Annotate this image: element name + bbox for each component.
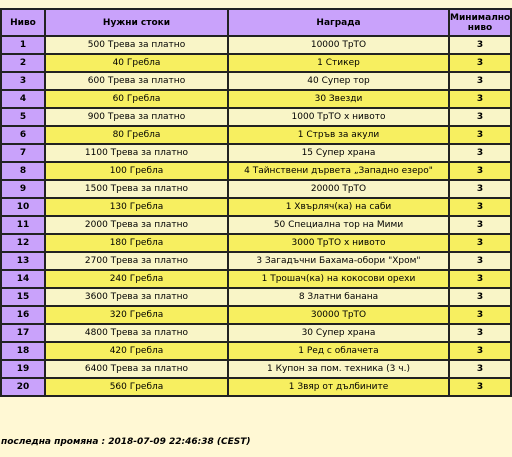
cell-min-level: 3 bbox=[449, 324, 511, 342]
cell-needed: 2000 Трева за платно bbox=[45, 216, 228, 234]
cell-reward: 1 Стръв за акули bbox=[228, 126, 449, 144]
cell-needed: 2700 Трева за платно bbox=[45, 252, 228, 270]
cell-min-level: 3 bbox=[449, 54, 511, 72]
cell-level: 10 bbox=[1, 198, 45, 216]
cell-reward: 1 Купон за пом. техника (3 ч.) bbox=[228, 360, 449, 378]
cell-needed: 60 Гребла bbox=[45, 90, 228, 108]
table-row bbox=[1, 270, 511, 288]
cell-level: 4 bbox=[1, 90, 45, 108]
cell-reward: 30 Супер храна bbox=[228, 324, 449, 342]
cell-min-level: 3 bbox=[449, 342, 511, 360]
cell-min-level: 3 bbox=[449, 216, 511, 234]
cell-level: 14 bbox=[1, 270, 45, 288]
cell-min-level: 3 bbox=[449, 270, 511, 288]
cell-needed: 1500 Трева за платно bbox=[45, 180, 228, 198]
cell-reward: 1000 ТрТО x нивото bbox=[228, 108, 449, 126]
table-row bbox=[1, 126, 511, 144]
cell-reward: 1 Хвърляч(ка) на саби bbox=[228, 198, 449, 216]
cell-needed: 420 Гребла bbox=[45, 342, 228, 360]
cell-min-level: 3 bbox=[449, 108, 511, 126]
cell-reward: 15 Супер храна bbox=[228, 144, 449, 162]
cell-level: 20 bbox=[1, 378, 45, 396]
cell-reward: 40 Супер тор bbox=[228, 72, 449, 90]
cell-min-level: 3 bbox=[449, 234, 511, 252]
cell-reward: 20000 ТрТО bbox=[228, 180, 449, 198]
cell-reward: 30000 ТрТО bbox=[228, 306, 449, 324]
table-row bbox=[1, 216, 511, 234]
cell-needed: 4800 Трева за платно bbox=[45, 324, 228, 342]
cell-level: 17 bbox=[1, 324, 45, 342]
cell-level: 7 bbox=[1, 144, 45, 162]
cell-level: 1 bbox=[1, 36, 45, 54]
cell-needed: 240 Гребла bbox=[45, 270, 228, 288]
table-header-row bbox=[1, 9, 511, 36]
cell-reward: 8 Златни банана bbox=[228, 288, 449, 306]
table-row bbox=[1, 180, 511, 198]
cell-min-level: 3 bbox=[449, 180, 511, 198]
header-min-level: Минимално ниво bbox=[449, 9, 511, 36]
cell-level: 5 bbox=[1, 108, 45, 126]
cell-level: 8 bbox=[1, 162, 45, 180]
table-row bbox=[1, 90, 511, 108]
table-row bbox=[1, 378, 511, 396]
cell-reward: 1 Ред с облачета bbox=[228, 342, 449, 360]
cell-min-level: 3 bbox=[449, 360, 511, 378]
cell-needed: 1100 Трева за платно bbox=[45, 144, 228, 162]
cell-needed: 500 Трева за платно bbox=[45, 36, 228, 54]
header-level: Ниво bbox=[1, 9, 45, 36]
cell-needed: 130 Гребла bbox=[45, 198, 228, 216]
table-row bbox=[1, 144, 511, 162]
cell-min-level: 3 bbox=[449, 288, 511, 306]
cell-needed: 900 Трева за платно bbox=[45, 108, 228, 126]
table-body bbox=[1, 36, 511, 396]
table-row bbox=[1, 360, 511, 378]
cell-needed: 600 Трева за платно bbox=[45, 72, 228, 90]
table-row bbox=[1, 306, 511, 324]
cell-needed: 40 Гребла bbox=[45, 54, 228, 72]
table-row bbox=[1, 234, 511, 252]
header-reward: Награда bbox=[228, 9, 449, 36]
table-row bbox=[1, 342, 511, 360]
cell-level: 12 bbox=[1, 234, 45, 252]
cell-reward: 1 Звяр от дълбините bbox=[228, 378, 449, 396]
cell-level: 15 bbox=[1, 288, 45, 306]
cell-reward: 3000 ТрТО x нивото bbox=[228, 234, 449, 252]
cell-level: 9 bbox=[1, 180, 45, 198]
last-modified-note: последна промяна : 2018-07-09 22:46:38 (CEST) bbox=[1, 437, 251, 447]
table-row bbox=[1, 324, 511, 342]
header-needed: Нужни стоки bbox=[45, 9, 228, 36]
table-row bbox=[1, 36, 511, 54]
table-row bbox=[1, 162, 511, 180]
cell-needed: 6400 Трева за платно bbox=[45, 360, 228, 378]
cell-reward: 4 Тайнствени дървета „Западно езеро" bbox=[228, 162, 449, 180]
cell-needed: 3600 Трева за платно bbox=[45, 288, 228, 306]
table-row bbox=[1, 108, 511, 126]
cell-min-level: 3 bbox=[449, 72, 511, 90]
cell-min-level: 3 bbox=[449, 36, 511, 54]
cell-reward: 1 Трошач(ка) на кокосови орехи bbox=[228, 270, 449, 288]
table-row bbox=[1, 252, 511, 270]
cell-reward: 1 Стикер bbox=[228, 54, 449, 72]
rewards-table bbox=[0, 8, 512, 397]
cell-level: 3 bbox=[1, 72, 45, 90]
cell-level: 19 bbox=[1, 360, 45, 378]
table-row bbox=[1, 198, 511, 216]
cell-level: 2 bbox=[1, 54, 45, 72]
table-row bbox=[1, 54, 511, 72]
cell-needed: 560 Гребла bbox=[45, 378, 228, 396]
cell-min-level: 3 bbox=[449, 306, 511, 324]
cell-needed: 320 Гребла bbox=[45, 306, 228, 324]
cell-level: 11 bbox=[1, 216, 45, 234]
cell-level: 16 bbox=[1, 306, 45, 324]
cell-level: 18 bbox=[1, 342, 45, 360]
cell-min-level: 3 bbox=[449, 126, 511, 144]
cell-needed: 100 Гребла bbox=[45, 162, 228, 180]
cell-min-level: 3 bbox=[449, 144, 511, 162]
cell-reward: 50 Специална тор на Мими bbox=[228, 216, 449, 234]
cell-reward: 3 Загадъчни Бахама-обори "Хром" bbox=[228, 252, 449, 270]
table-row bbox=[1, 72, 511, 90]
cell-needed: 80 Гребла bbox=[45, 126, 228, 144]
cell-reward: 30 Звезди bbox=[228, 90, 449, 108]
cell-min-level: 3 bbox=[449, 198, 511, 216]
cell-reward: 10000 ТрТО bbox=[228, 36, 449, 54]
cell-min-level: 3 bbox=[449, 378, 511, 396]
table-row bbox=[1, 288, 511, 306]
cell-min-level: 3 bbox=[449, 252, 511, 270]
cell-min-level: 3 bbox=[449, 162, 511, 180]
cell-needed: 180 Гребла bbox=[45, 234, 228, 252]
cell-level: 6 bbox=[1, 126, 45, 144]
cell-level: 13 bbox=[1, 252, 45, 270]
cell-min-level: 3 bbox=[449, 90, 511, 108]
